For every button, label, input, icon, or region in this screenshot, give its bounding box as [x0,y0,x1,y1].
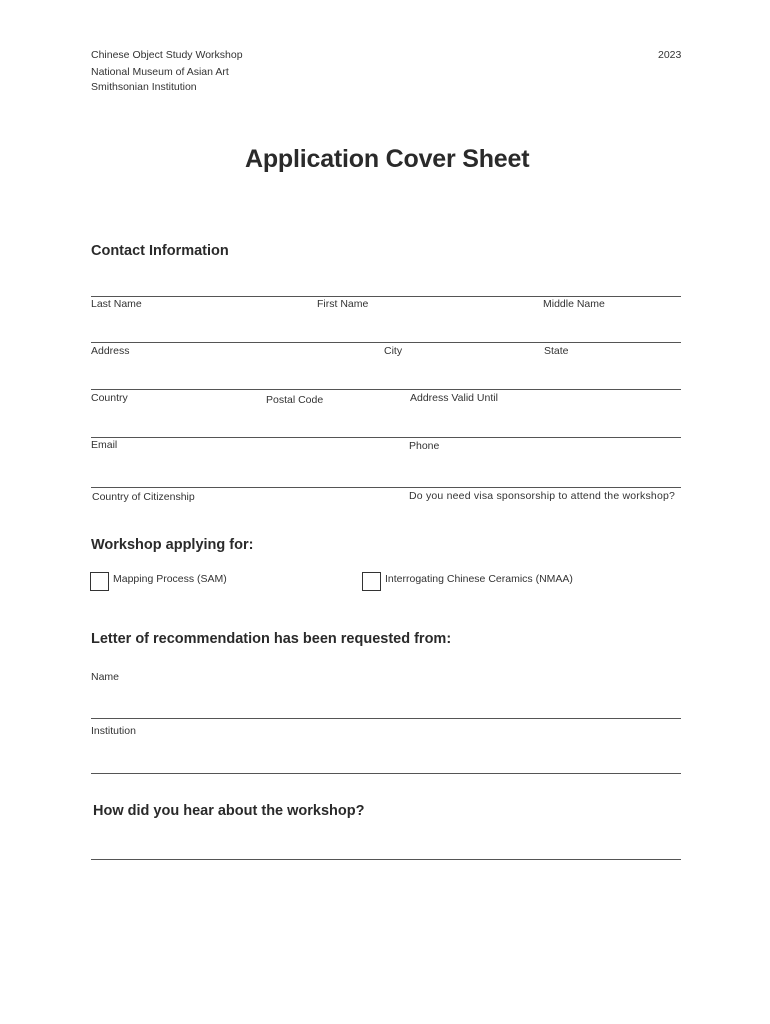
email-row-line [91,437,681,438]
name-row-line [91,296,681,297]
email-label: Email [91,439,118,451]
recommender-name-line [91,718,681,719]
recommendation-section-heading: Letter of recommendation has been requested from: [91,631,452,647]
header-institution-name: Smithsonian Institution [91,81,197,93]
workshop-section-heading: Workshop applying for: [91,537,254,553]
page-title: Application Cover Sheet [245,145,530,173]
interrogating-ceramics-checkbox[interactable] [362,572,381,591]
citizenship-row-line [91,487,681,488]
hear-about-field[interactable] [91,815,681,859]
recommender-institution-label: Institution [91,725,136,737]
contact-section-heading: Contact Information [91,243,229,259]
last-name-label: Last Name [91,298,142,310]
hear-about-line [91,859,681,860]
phone-label: Phone [409,440,440,452]
interrogating-ceramics-label: Interrogating Chinese Ceramics (NMAA) [385,573,573,585]
first-name-label: First Name [317,298,369,310]
citizenship-label: Country of Citizenship [92,491,195,503]
header-workshop-name: Chinese Object Study Workshop [91,49,243,61]
visa-sponsorship-label: Do you need visa sponsorship to attend the workshop? [409,490,676,502]
mapping-process-label: Mapping Process (SAM) [113,573,227,585]
recommender-institution-line [91,773,681,774]
country-row-line [91,389,681,390]
recommender-institution-field[interactable] [91,730,681,774]
mapping-process-checkbox[interactable] [90,572,109,591]
recommender-name-field[interactable] [91,675,681,719]
city-label: City [384,345,403,357]
address-valid-until-label: Address Valid Until [410,392,498,404]
header-museum-name: National Museum of Asian Art [91,66,229,78]
address-label: Address [91,345,130,357]
email-phone-fields-row[interactable] [91,437,681,481]
country-fields-row[interactable] [91,389,681,433]
state-label: State [544,345,569,357]
address-row-line [91,342,681,343]
country-label: Country [91,392,128,404]
middle-name-label: Middle Name [543,298,605,310]
hear-about-section-heading: How did you hear about the workshop? [93,803,365,819]
postal-code-label: Postal Code [266,394,324,406]
recommender-name-label: Name [91,671,120,683]
header-year: 2023 [658,49,682,61]
